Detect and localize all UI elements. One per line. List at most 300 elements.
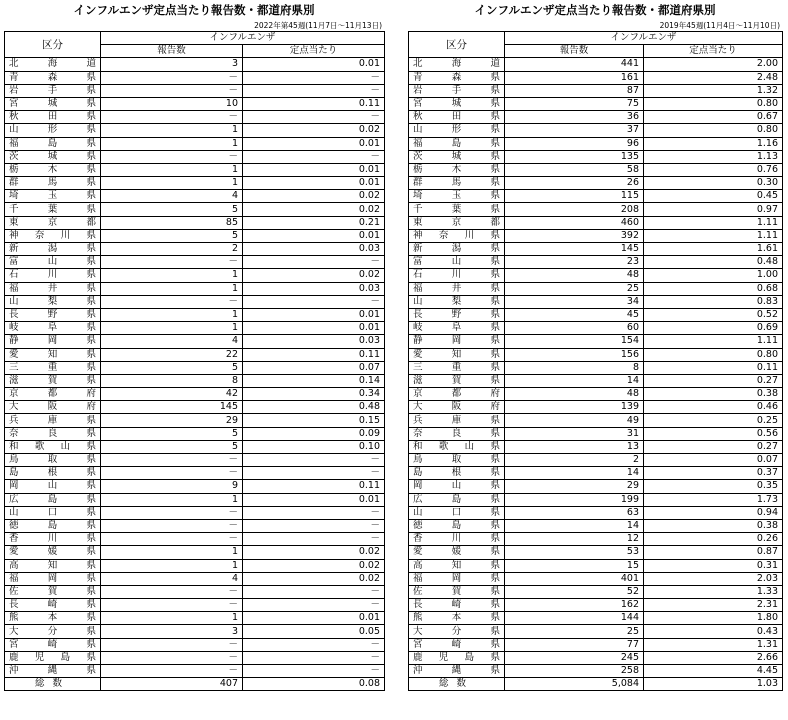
table-row <box>409 374 783 387</box>
per-sentinel-cell: 0.76 <box>644 163 783 176</box>
table-row <box>5 361 385 374</box>
table-row <box>409 71 783 84</box>
reports-cell: 14 <box>505 467 644 480</box>
reports-cell: － <box>101 295 243 308</box>
per-sentinel-cell: － <box>243 295 385 308</box>
per-sentinel-cell: 0.01 <box>243 163 385 176</box>
table-row <box>5 559 385 572</box>
table-panel-2022 <box>4 0 384 691</box>
reports-cell: － <box>101 519 243 532</box>
reports-cell: － <box>101 71 243 84</box>
per-sentinel-cell: 0.02 <box>243 559 385 572</box>
prefecture-cell: 佐賀県 <box>409 585 505 598</box>
reports-cell: 31 <box>505 427 644 440</box>
table-row <box>5 440 385 453</box>
total-reports: 5,084 <box>505 678 644 691</box>
prefecture-cell: 秋田県 <box>409 111 505 124</box>
prefecture-cell: 東京都 <box>409 216 505 229</box>
per-sentinel-cell: 0.87 <box>644 546 783 559</box>
prefecture-cell: 茨城県 <box>409 150 505 163</box>
reports-cell: 162 <box>505 599 644 612</box>
table-row <box>409 533 783 546</box>
per-sentinel-cell: 2.48 <box>644 71 783 84</box>
per-sentinel-cell: 0.01 <box>243 137 385 150</box>
per-sentinel-cell: 0.45 <box>644 190 783 203</box>
reports-cell: 77 <box>505 638 644 651</box>
prefecture-cell: 宮崎県 <box>5 638 101 651</box>
per-sentinel-cell: 2.31 <box>644 599 783 612</box>
prefecture-cell: 兵庫県 <box>5 414 101 427</box>
prefecture-cell: 和歌山県 <box>5 440 101 453</box>
per-sentinel-cell: 0.02 <box>243 546 385 559</box>
prefecture-cell: 群馬県 <box>5 177 101 190</box>
header-per-sentinel: 定点当たり <box>644 45 783 58</box>
reports-cell: 37 <box>505 124 644 137</box>
table-row <box>5 454 385 467</box>
prefecture-cell: 高知県 <box>5 559 101 572</box>
prefecture-cell: 愛知県 <box>5 348 101 361</box>
per-sentinel-cell: － <box>243 84 385 97</box>
table-row <box>5 599 385 612</box>
per-sentinel-cell: 0.01 <box>243 177 385 190</box>
reports-cell: 5 <box>101 203 243 216</box>
prefecture-cell: 徳島県 <box>5 519 101 532</box>
reports-cell: 208 <box>505 203 644 216</box>
reports-cell: 2 <box>505 454 644 467</box>
reports-cell: 401 <box>505 572 644 585</box>
per-sentinel-cell: 0.52 <box>644 308 783 321</box>
per-sentinel-cell: 0.26 <box>644 533 783 546</box>
per-sentinel-cell: 0.34 <box>243 388 385 401</box>
per-sentinel-cell: 0.38 <box>644 388 783 401</box>
prefecture-cell: 和歌山県 <box>409 440 505 453</box>
reports-cell: 85 <box>101 216 243 229</box>
table-row <box>409 599 783 612</box>
table-row <box>409 124 783 137</box>
reports-cell: 161 <box>505 71 644 84</box>
table-period: 2022年第45週(11月7日～11月13日) <box>254 21 382 30</box>
per-sentinel-cell: 0.05 <box>243 625 385 638</box>
per-sentinel-cell: － <box>243 599 385 612</box>
reports-cell: 96 <box>505 137 644 150</box>
prefecture-cell: 宮城県 <box>5 97 101 110</box>
per-sentinel-cell: 0.01 <box>243 322 385 335</box>
per-sentinel-cell: 0.31 <box>644 559 783 572</box>
prefecture-cell: 京都府 <box>409 388 505 401</box>
per-sentinel-cell: 0.11 <box>243 480 385 493</box>
prefecture-cell: 千葉県 <box>5 203 101 216</box>
reports-cell: 3 <box>101 625 243 638</box>
reports-cell: 49 <box>505 414 644 427</box>
prefecture-cell: 鹿児島県 <box>409 651 505 664</box>
per-sentinel-cell: 0.02 <box>243 124 385 137</box>
prefecture-cell: 広島県 <box>5 493 101 506</box>
table-row <box>409 401 783 414</box>
table-body <box>409 58 783 691</box>
prefecture-cell: 山口県 <box>5 506 101 519</box>
table-period: 2019年45週(11月4日～11月10日) <box>659 21 780 30</box>
reports-cell: 156 <box>505 348 644 361</box>
reports-cell: 45 <box>505 308 644 321</box>
reports-cell: 5 <box>101 361 243 374</box>
header-kubun: 区分 <box>409 32 505 58</box>
prefecture-cell: 熊本県 <box>409 612 505 625</box>
prefecture-cell: 長野県 <box>5 308 101 321</box>
reports-cell: 26 <box>505 177 644 190</box>
prefecture-cell: 愛媛県 <box>5 546 101 559</box>
per-sentinel-cell: 1.00 <box>644 269 783 282</box>
prefecture-cell: 秋田県 <box>5 111 101 124</box>
per-sentinel-cell: 0.02 <box>243 203 385 216</box>
per-sentinel-cell: 1.13 <box>644 150 783 163</box>
table-row <box>409 388 783 401</box>
prefecture-cell: 大阪府 <box>409 401 505 414</box>
per-sentinel-cell: － <box>243 150 385 163</box>
total-label: 総数 <box>5 678 101 691</box>
reports-cell: 1 <box>101 308 243 321</box>
per-sentinel-cell: 0.07 <box>644 454 783 467</box>
per-sentinel-cell: 0.27 <box>644 440 783 453</box>
prefecture-cell: 神奈川県 <box>5 229 101 242</box>
table-row <box>409 480 783 493</box>
prefecture-cell: 香川県 <box>5 533 101 546</box>
reports-cell: － <box>101 665 243 678</box>
table-row <box>409 440 783 453</box>
per-sentinel-cell: 0.38 <box>644 519 783 532</box>
per-sentinel-cell: 1.16 <box>644 137 783 150</box>
table-row <box>409 585 783 598</box>
prefecture-cell: 長崎県 <box>5 599 101 612</box>
prefecture-cell: 沖縄県 <box>5 665 101 678</box>
prefecture-cell: 静岡県 <box>5 335 101 348</box>
reports-cell: 1 <box>101 177 243 190</box>
reports-cell: 48 <box>505 388 644 401</box>
per-sentinel-cell: 0.01 <box>243 493 385 506</box>
per-sentinel-cell: 2.00 <box>644 58 783 71</box>
table-row <box>409 651 783 664</box>
prefecture-cell: 大阪府 <box>5 401 101 414</box>
table-row <box>409 519 783 532</box>
reports-cell: 1 <box>101 124 243 137</box>
per-sentinel-cell: 0.67 <box>644 111 783 124</box>
reports-cell: 1 <box>101 546 243 559</box>
table-row <box>409 256 783 269</box>
table-row <box>5 58 385 71</box>
reports-cell: 60 <box>505 322 644 335</box>
reports-cell: 58 <box>505 163 644 176</box>
table-title: インフルエンザ定点当たり報告数・都道府県別 <box>73 3 315 17</box>
reports-cell: 1 <box>101 493 243 506</box>
per-sentinel-cell: 1.80 <box>644 612 783 625</box>
prefecture-cell: 長野県 <box>409 308 505 321</box>
reports-cell: － <box>101 585 243 598</box>
table-row <box>5 269 385 282</box>
per-sentinel-cell: 0.14 <box>243 374 385 387</box>
reports-cell: 154 <box>505 335 644 348</box>
table-row <box>5 256 385 269</box>
prefecture-cell: 熊本県 <box>5 612 101 625</box>
prefecture-cell: 福岡県 <box>5 572 101 585</box>
prefecture-cell: 青森県 <box>5 71 101 84</box>
table-row <box>5 493 385 506</box>
prefecture-cell: 奈良県 <box>409 427 505 440</box>
table-row <box>5 322 385 335</box>
prefecture-cell: 青森県 <box>409 71 505 84</box>
prefecture-cell: 鳥取県 <box>409 454 505 467</box>
prefecture-cell: 千葉県 <box>409 203 505 216</box>
per-sentinel-cell: 2.66 <box>644 651 783 664</box>
reports-cell: 25 <box>505 625 644 638</box>
table-row <box>409 625 783 638</box>
table-row <box>5 427 385 440</box>
table-row <box>5 137 385 150</box>
per-sentinel-cell: 0.97 <box>644 203 783 216</box>
table-row <box>5 572 385 585</box>
per-sentinel-cell: 0.15 <box>243 414 385 427</box>
total-reports: 407 <box>101 678 243 691</box>
per-sentinel-cell: 0.03 <box>243 282 385 295</box>
prefecture-cell: 福井県 <box>409 282 505 295</box>
table-row <box>5 229 385 242</box>
table-body <box>5 58 385 691</box>
reports-cell: － <box>101 651 243 664</box>
per-sentinel-cell: 0.02 <box>243 269 385 282</box>
table-row <box>409 638 783 651</box>
table-row <box>5 388 385 401</box>
per-sentinel-cell: 0.09 <box>243 427 385 440</box>
table-row <box>409 216 783 229</box>
reports-cell: 14 <box>505 374 644 387</box>
header-reports: 報告数 <box>101 45 243 58</box>
table-row <box>5 177 385 190</box>
prefecture-cell: 北海道 <box>5 58 101 71</box>
reports-cell: 10 <box>101 97 243 110</box>
table-row <box>5 150 385 163</box>
influenza-table <box>408 31 783 691</box>
table-row <box>409 414 783 427</box>
prefecture-cell: 香川県 <box>409 533 505 546</box>
prefecture-cell: 鹿児島県 <box>5 651 101 664</box>
per-sentinel-cell: 0.11 <box>243 97 385 110</box>
reports-cell: 258 <box>505 665 644 678</box>
per-sentinel-cell: 0.21 <box>243 216 385 229</box>
prefecture-cell: 岩手県 <box>5 84 101 97</box>
prefecture-cell: 静岡県 <box>409 335 505 348</box>
per-sentinel-cell: 1.11 <box>644 335 783 348</box>
reports-cell: － <box>101 84 243 97</box>
prefecture-cell: 群馬県 <box>409 177 505 190</box>
reports-cell: 9 <box>101 480 243 493</box>
reports-cell: 144 <box>505 612 644 625</box>
table-row <box>5 243 385 256</box>
prefecture-cell: 宮城県 <box>409 97 505 110</box>
reports-cell: 23 <box>505 256 644 269</box>
table-row <box>5 216 385 229</box>
reports-cell: 36 <box>505 111 644 124</box>
reports-cell: 5 <box>101 229 243 242</box>
table-row <box>409 559 783 572</box>
table-row <box>409 177 783 190</box>
table-row <box>5 651 385 664</box>
header-influenza: インフルエンザ <box>101 32 385 45</box>
per-sentinel-cell: 0.11 <box>644 361 783 374</box>
table-row <box>409 97 783 110</box>
header-reports: 報告数 <box>505 45 644 58</box>
per-sentinel-cell: 1.31 <box>644 638 783 651</box>
table-row <box>409 454 783 467</box>
table-row <box>5 308 385 321</box>
total-per-sentinel: 1.03 <box>644 678 783 691</box>
reports-cell: － <box>101 638 243 651</box>
per-sentinel-cell: 1.61 <box>644 243 783 256</box>
table-row <box>409 58 783 71</box>
reports-cell: 1 <box>101 559 243 572</box>
prefecture-cell: 佐賀県 <box>5 585 101 598</box>
per-sentinel-cell: 0.03 <box>243 243 385 256</box>
per-sentinel-cell: － <box>243 638 385 651</box>
table-row <box>409 612 783 625</box>
per-sentinel-cell: 0.80 <box>644 124 783 137</box>
reports-cell: 4 <box>101 572 243 585</box>
reports-cell: 42 <box>101 388 243 401</box>
per-sentinel-cell: 1.73 <box>644 493 783 506</box>
per-sentinel-cell: 0.68 <box>644 282 783 295</box>
reports-cell: 14 <box>505 519 644 532</box>
reports-cell: 5 <box>101 427 243 440</box>
prefecture-cell: 滋賀県 <box>409 374 505 387</box>
table-row <box>5 625 385 638</box>
reports-cell: 8 <box>505 361 644 374</box>
reports-cell: － <box>101 506 243 519</box>
table-row <box>5 374 385 387</box>
prefecture-cell: 岐阜県 <box>409 322 505 335</box>
table-row <box>5 506 385 519</box>
per-sentinel-cell: 1.33 <box>644 585 783 598</box>
reports-cell: 53 <box>505 546 644 559</box>
table-row <box>5 519 385 532</box>
table-panel-2019 <box>408 0 782 691</box>
reports-cell: 460 <box>505 216 644 229</box>
prefecture-cell: 福井県 <box>5 282 101 295</box>
per-sentinel-cell: 0.37 <box>644 467 783 480</box>
table-row <box>5 190 385 203</box>
prefecture-cell: 石川県 <box>5 269 101 282</box>
per-sentinel-cell: 0.80 <box>644 348 783 361</box>
reports-cell: 245 <box>505 651 644 664</box>
reports-cell: 1 <box>101 163 243 176</box>
prefecture-cell: 埼玉県 <box>409 190 505 203</box>
per-sentinel-cell: 0.02 <box>243 190 385 203</box>
table-row <box>5 97 385 110</box>
reports-cell: 52 <box>505 585 644 598</box>
per-sentinel-cell: 0.56 <box>644 427 783 440</box>
per-sentinel-cell: 0.80 <box>644 97 783 110</box>
table-row <box>5 348 385 361</box>
reports-cell: 48 <box>505 269 644 282</box>
table-row <box>5 414 385 427</box>
prefecture-cell: 岡山県 <box>409 480 505 493</box>
prefecture-cell: 富山県 <box>409 256 505 269</box>
reports-cell: 4 <box>101 190 243 203</box>
table-row <box>409 229 783 242</box>
table-row <box>5 335 385 348</box>
prefecture-cell: 大分県 <box>5 625 101 638</box>
table-row <box>409 665 783 678</box>
per-sentinel-cell: － <box>243 111 385 124</box>
table-row <box>5 401 385 414</box>
table-row <box>5 612 385 625</box>
reports-cell: 63 <box>505 506 644 519</box>
table-row <box>409 322 783 335</box>
reports-cell: 4 <box>101 335 243 348</box>
reports-cell: － <box>101 599 243 612</box>
per-sentinel-cell: 0.30 <box>644 177 783 190</box>
prefecture-cell: 奈良県 <box>5 427 101 440</box>
table-row <box>409 506 783 519</box>
prefecture-cell: 高知県 <box>409 559 505 572</box>
table-row <box>409 427 783 440</box>
table-row <box>5 71 385 84</box>
table-row <box>5 480 385 493</box>
reports-cell: 392 <box>505 229 644 242</box>
table-row <box>409 282 783 295</box>
prefecture-cell: 沖縄県 <box>409 665 505 678</box>
prefecture-cell: 福岡県 <box>409 572 505 585</box>
prefecture-cell: 山形県 <box>409 124 505 137</box>
per-sentinel-cell: 0.83 <box>644 295 783 308</box>
table-row <box>5 467 385 480</box>
reports-cell: 199 <box>505 493 644 506</box>
table-row <box>409 493 783 506</box>
prefecture-cell: 岡山県 <box>5 480 101 493</box>
per-sentinel-cell: － <box>243 665 385 678</box>
reports-cell: 1 <box>101 269 243 282</box>
table-row <box>409 111 783 124</box>
per-sentinel-cell: 0.46 <box>644 401 783 414</box>
per-sentinel-cell: － <box>243 519 385 532</box>
per-sentinel-cell: 0.11 <box>243 348 385 361</box>
prefecture-cell: 岐阜県 <box>5 322 101 335</box>
table-row <box>5 295 385 308</box>
per-sentinel-cell: 1.32 <box>644 84 783 97</box>
table-row <box>409 243 783 256</box>
table-row <box>409 203 783 216</box>
prefecture-cell: 山梨県 <box>5 295 101 308</box>
prefecture-cell: 山形県 <box>5 124 101 137</box>
prefecture-cell: 栃木県 <box>5 163 101 176</box>
prefecture-cell: 大分県 <box>409 625 505 638</box>
table-row <box>409 546 783 559</box>
table-row <box>5 665 385 678</box>
table-row <box>5 203 385 216</box>
reports-cell: 22 <box>101 348 243 361</box>
per-sentinel-cell: 0.48 <box>644 256 783 269</box>
per-sentinel-cell: － <box>243 506 385 519</box>
per-sentinel-cell: － <box>243 467 385 480</box>
prefecture-cell: 鳥取県 <box>5 454 101 467</box>
per-sentinel-cell: 0.01 <box>243 308 385 321</box>
table-row <box>409 84 783 97</box>
total-per-sentinel: 0.08 <box>243 678 385 691</box>
prefecture-cell: 徳島県 <box>409 519 505 532</box>
per-sentinel-cell: 0.01 <box>243 612 385 625</box>
per-sentinel-cell: 0.25 <box>644 414 783 427</box>
per-sentinel-cell: 4.45 <box>644 665 783 678</box>
per-sentinel-cell: 0.03 <box>243 335 385 348</box>
prefecture-cell: 石川県 <box>409 269 505 282</box>
reports-cell: 12 <box>505 533 644 546</box>
prefecture-cell: 山梨県 <box>409 295 505 308</box>
